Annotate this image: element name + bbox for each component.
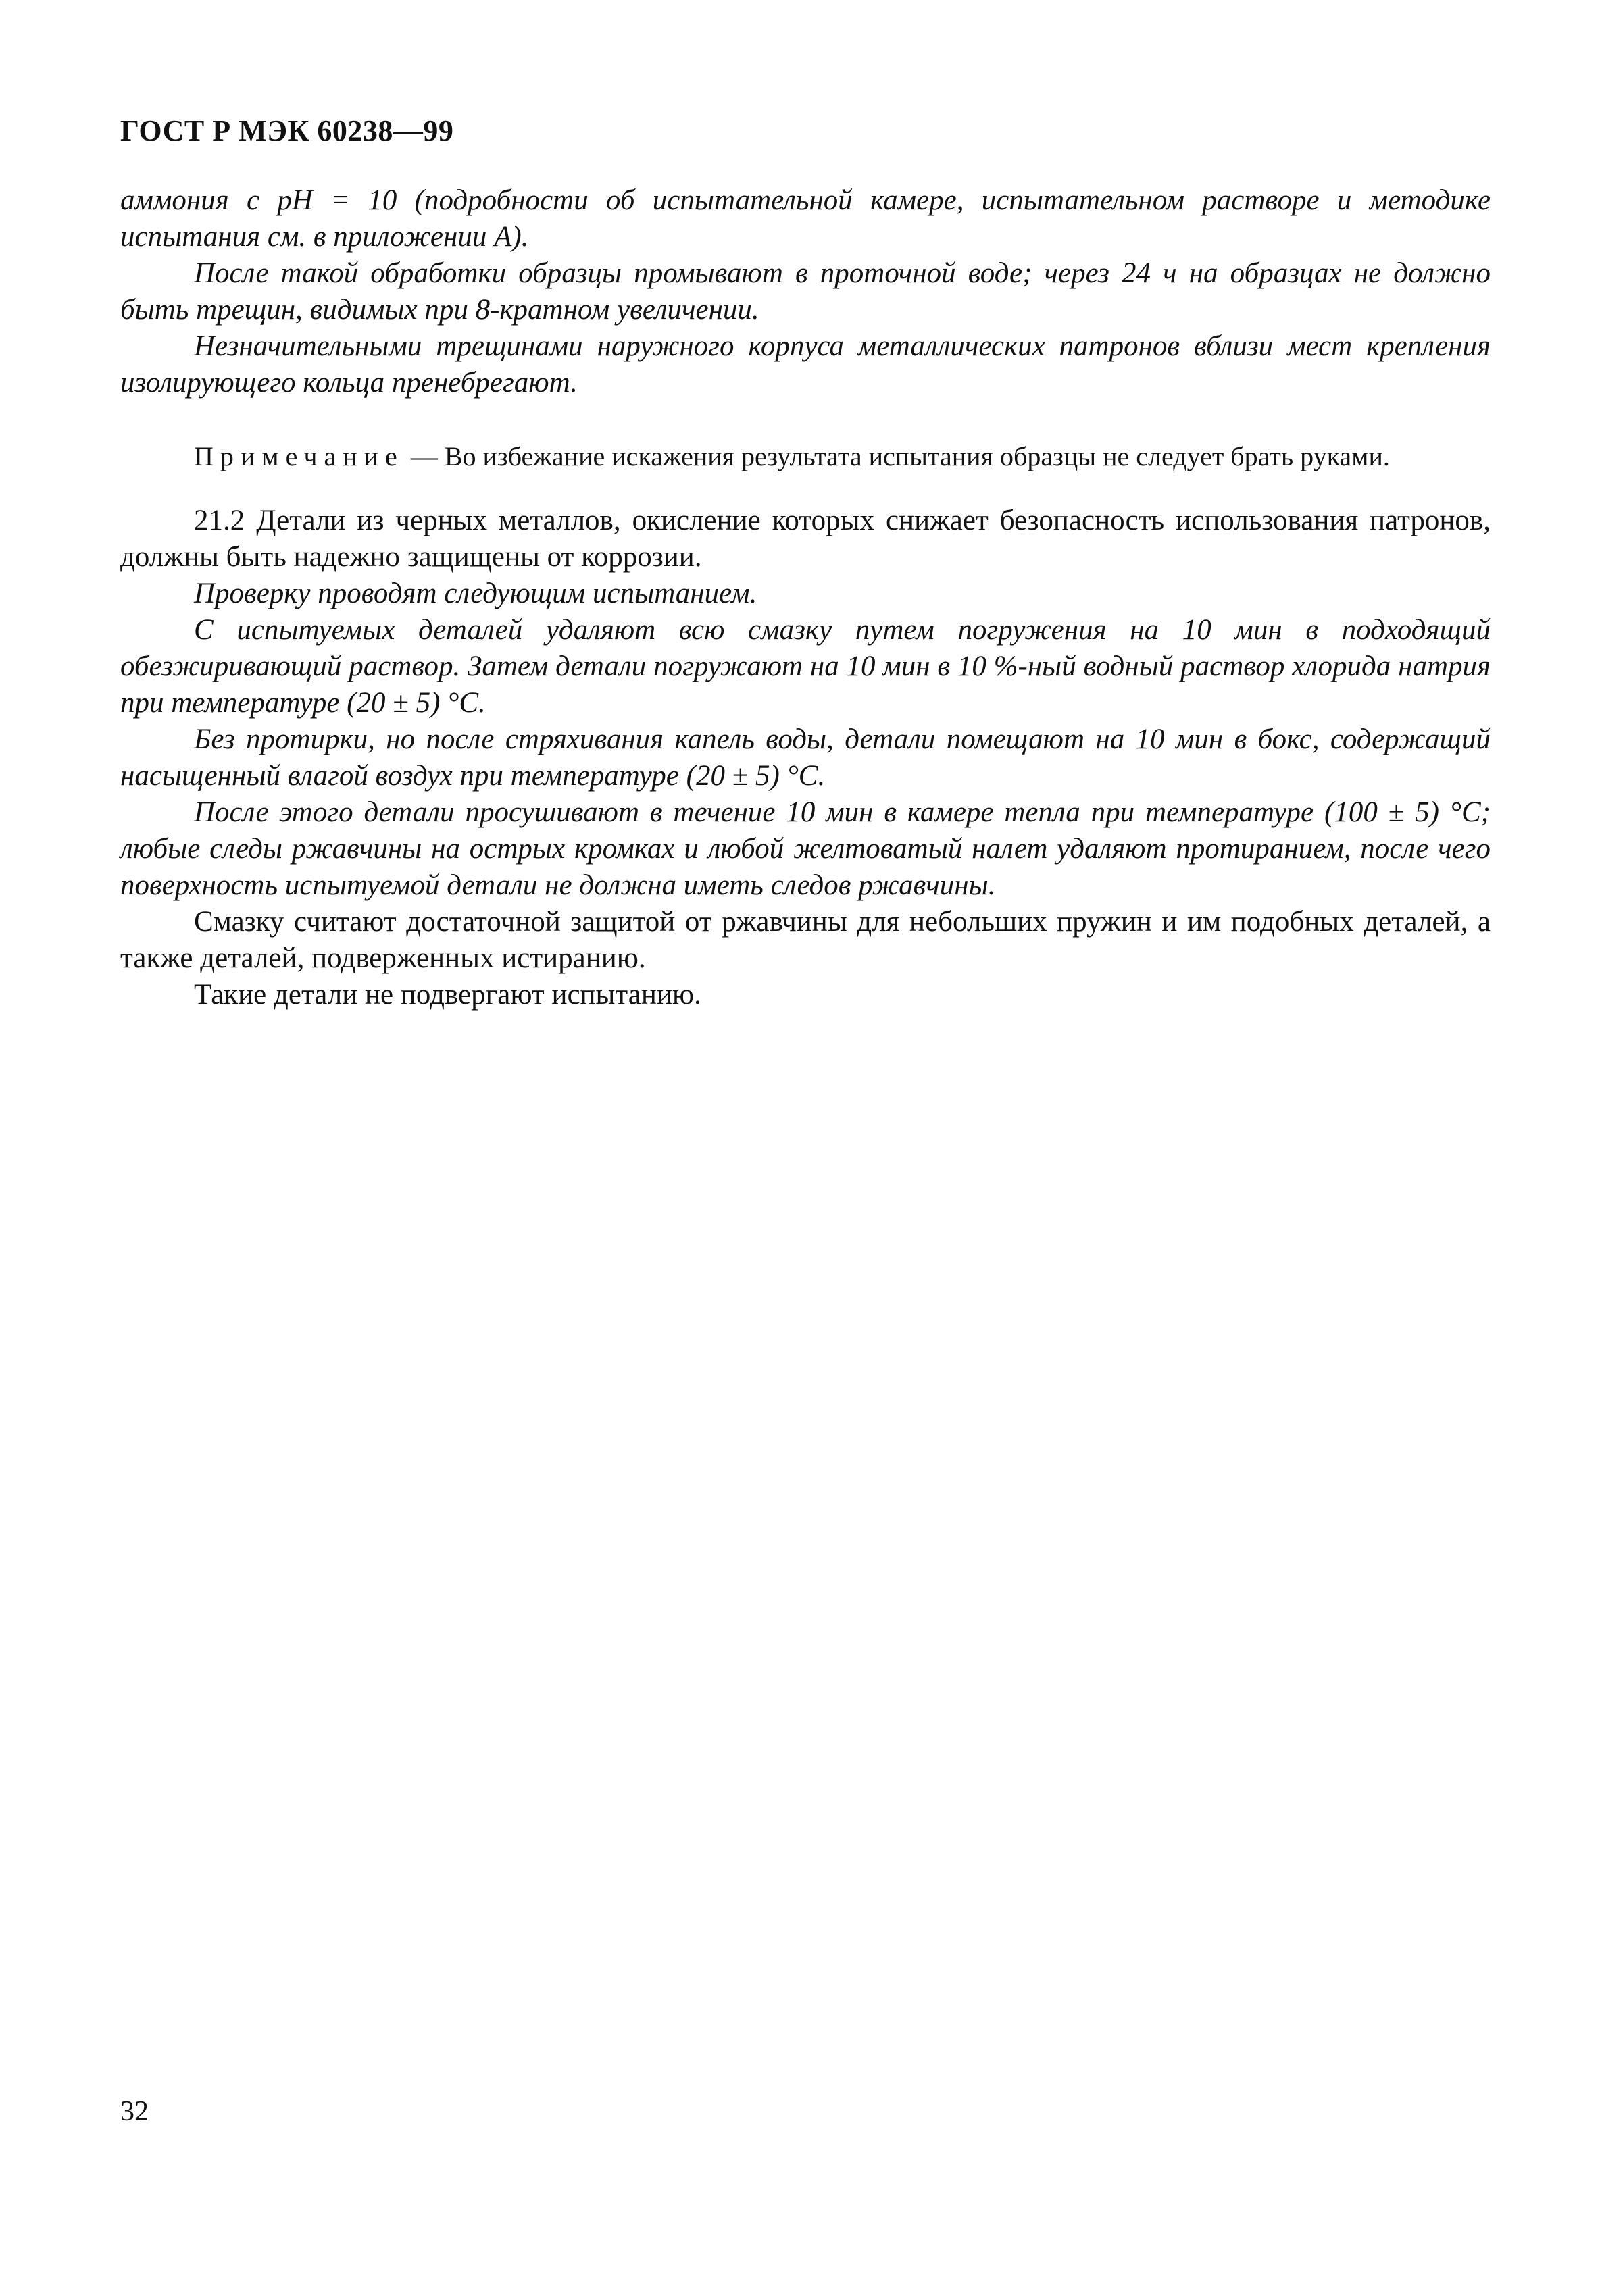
- paragraph-continuation: аммония с pH = 10 (подробности об испытательной камере, испытательном растворе и методике испытания см. в приложении А).: [120, 184, 1491, 253]
- note: [120, 439, 1491, 474]
- paragraph-minor-cracks: Незначительными трещинами наружного корпуса металлических патронов вблизи мест крепления изолирующего кольца пренебрегают.: [120, 330, 1491, 399]
- standard-header: ГОСТ Р МЭК 60238—99: [120, 114, 454, 147]
- paragraph-drying: После этого детали просушивают в течение 10 мин в камере тепла при температуре (100 ± 5) °С; любые следы ржавчины на острых кромках и любой желтоватый налет удаляют протиранием, после чего поверхность испытуемой детали не должна иметь следов ржавчины.: [120, 796, 1491, 901]
- note-label: Примечание: [194, 441, 404, 471]
- document-page: [120, 0, 1491, 2296]
- note-text: — Во избежание искажения результата испытания образцы не следует брать руками.: [403, 441, 1390, 471]
- paragraph-test-intro: Проверку проводят следующим испытанием.: [194, 578, 757, 609]
- page-number: 32: [120, 2096, 149, 2127]
- paragraph-exempt: Такие детали не подвергают испытанию.: [194, 979, 701, 1011]
- paragraph-humid-box: Без протирки, но после стряхивания капель воды, детали помещают на 10 мин в бокс, содержащий насыщенный влагой воздух при температуре (20 ± 5) °С.: [120, 723, 1491, 792]
- paragraph-rinse-check: После такой обработки образцы промывают в проточной воде; через 24 ч на образцах не должно быть трещин, видимых при 8-кратном увеличении.: [120, 257, 1491, 326]
- paragraph-degrease: С испытуемых деталей удаляют всю смазку путем погружения на 10 мин в подходящий обезжиривающий раствор. Затем детали погружают на 10 мин в 10 %-ный водный раствор хлорида натрия при температуре (20 ± 5) °С.: [120, 614, 1491, 719]
- document-body: [120, 182, 1491, 1013]
- paragraph-clause-21-2: 21.2 Детали из черных металлов, окисление которых снижает безопасность использования патронов, должны быть надежно защищены от коррозии.: [120, 505, 1491, 573]
- paragraph-grease: Смазку считают достаточной защитой от ржавчины для небольших пружин и им подобных деталей, а также деталей, подверженных истиранию.: [120, 906, 1491, 974]
